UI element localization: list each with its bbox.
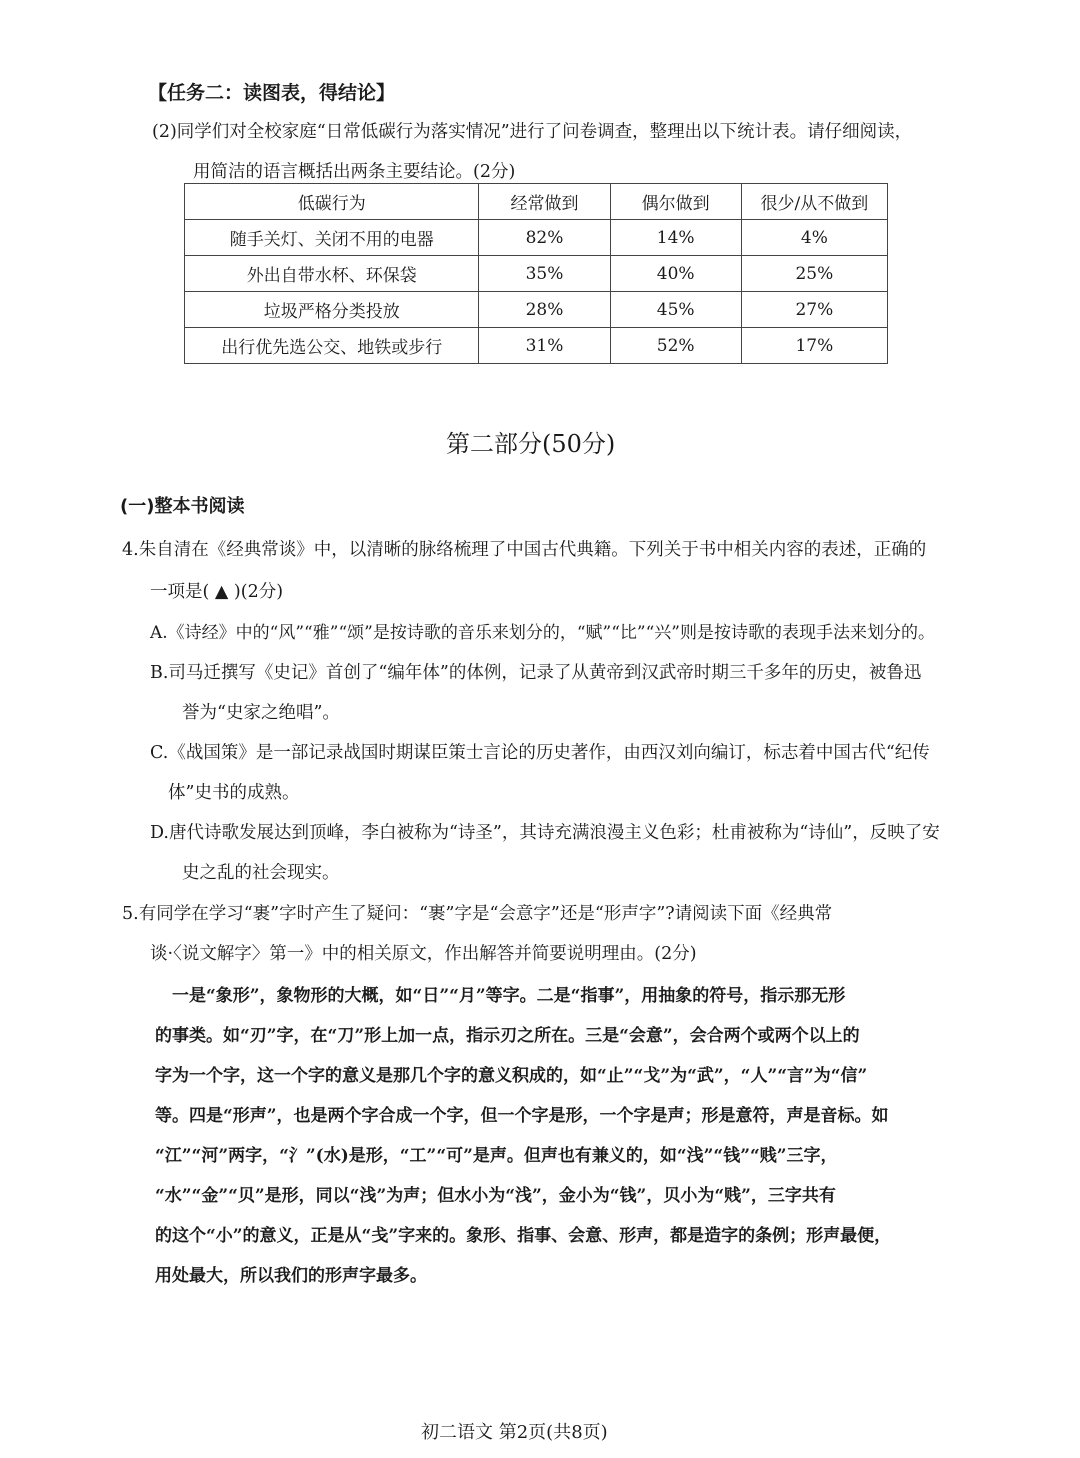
passage-line: 用处最大，所以我们的形声字最多。 bbox=[155, 1266, 427, 1286]
passage-line: 的这个“小”的意义，正是从“戋”字来的。象形、指事、会意、形声，都是造字的条例；形声最便， bbox=[155, 1226, 892, 1246]
table-row bbox=[185, 328, 888, 364]
table-cell: 31% bbox=[479, 328, 610, 364]
table-header-cell: 低碳行为 bbox=[185, 184, 479, 220]
section1-heading: (一)整本书阅读 bbox=[120, 496, 245, 517]
table-cell: 35% bbox=[479, 256, 610, 292]
q4-option-d-line1: D.唐代诗歌发展达到顶峰，李白被称为“诗圣”，其诗充满浪漫主义色彩；杜甫被称为“诗仙”，反映了安 bbox=[150, 823, 940, 843]
table-row bbox=[185, 256, 888, 292]
q4-option-b-line2: 誉为“史家之绝唱”。 bbox=[182, 703, 340, 723]
q4-option-c-line1: C.《战国策》是一部记录战国时期谋臣策士言论的历史著作，由西汉刘向编订，标志着中国古代“纪传 bbox=[150, 743, 930, 763]
q4-stem-line2: 一项是( ▲ )(2分) bbox=[150, 582, 284, 602]
passage-line: 一是“象形”，象物形的大概，如“日”“月”等字。二是“指事”，用抽象的符号，指示那无形 bbox=[155, 986, 846, 1006]
table-cell: 52% bbox=[610, 328, 741, 364]
task2-heading: 【任务二：读图表，得结论】 bbox=[148, 82, 396, 104]
table-cell: 45% bbox=[610, 292, 741, 328]
q4-option-b-line1: B.司马迁撰写《史记》首创了“编年体”的体例，记录了从黄帝到汉武帝时期三千多年的历史，被鲁迅 bbox=[150, 663, 922, 683]
task2-question-line1: (2)同学们对全校家庭“日常低碳行为落实情况”进行了问卷调查，整理出以下统计表。请仔细阅读， bbox=[152, 122, 913, 142]
q5-stem-line1: 5.有同学在学习“裹”字时产生了疑问：“裹”字是“会意字”还是“形声字”?请阅读下面《经典常 bbox=[122, 904, 833, 924]
table-cell: 82% bbox=[479, 220, 610, 256]
table-cell: 27% bbox=[741, 292, 887, 328]
q4-option-a: A.《诗经》中的“风”“雅”“颂”是按诗歌的音乐来划分的，“赋”“比”“兴”则是按诗歌的表现手法来划分的。 bbox=[150, 623, 935, 643]
passage-line: 的事类。如“刃”字，在“刀”形上加一点，指示刃之所在。三是“会意”，会合两个或两个以上的 bbox=[155, 1026, 860, 1046]
table-header-row bbox=[185, 184, 888, 220]
table-cell: 28% bbox=[479, 292, 610, 328]
table-row bbox=[185, 220, 888, 256]
passage-line: “江”“河”两字，“氵”(水)是形，“工”“可”是声。但声也有兼义的，如“浅”“钱”“贱”三字， bbox=[155, 1146, 838, 1166]
table-cell: 4% bbox=[741, 220, 887, 256]
q4-stem-line1: 4.朱自清在《经典常谈》中，以清晰的脉络梳理了中国古代典籍。下列关于书中相关内容的表述，正确的 bbox=[122, 540, 927, 560]
table-header-cell: 经常做到 bbox=[479, 184, 610, 220]
passage-line: 字为一个字，这一个字的意义是那几个字的意义积成的，如“止”“戈”为“武”，“人”“言”为“信” bbox=[155, 1066, 868, 1086]
table-cell: 垃圾严格分类投放 bbox=[185, 292, 479, 328]
table-cell: 随手关灯、关闭不用的电器 bbox=[185, 220, 479, 256]
q5-source-passage bbox=[155, 976, 891, 1296]
table-cell: 出行优先选公交、地铁或步行 bbox=[185, 328, 479, 364]
q4-option-c-line2: 体”史书的成熟。 bbox=[168, 783, 300, 803]
table-cell: 17% bbox=[741, 328, 887, 364]
table-cell: 40% bbox=[610, 256, 741, 292]
table-header-cell: 很少/从不做到 bbox=[741, 184, 887, 220]
task2-question-line2: 用简洁的语言概括出两条主要结论。(2分) bbox=[193, 162, 516, 182]
passage-line: “水”“金”“贝”是形，同以“浅”为声；但水小为“浅”，金小为“钱”，贝小为“贱”，三字共有 bbox=[155, 1186, 836, 1206]
page-footer: 初二语文 第2页(共8页) bbox=[421, 1422, 608, 1443]
part2-title: 第二部分(50分) bbox=[446, 430, 616, 458]
table-header-cell: 偶尔做到 bbox=[610, 184, 741, 220]
q4-option-d-line2: 史之乱的社会现实。 bbox=[182, 863, 340, 883]
low-carbon-stats-table bbox=[184, 183, 888, 364]
q5-stem-line2: 谈·〈说文解字〉第一》中的相关原文，作出解答并简要说明理由。(2分) bbox=[150, 944, 697, 964]
table-cell: 14% bbox=[610, 220, 741, 256]
table-row bbox=[185, 292, 888, 328]
table-cell: 外出自带水杯、环保袋 bbox=[185, 256, 479, 292]
passage-line: 等。四是“形声”，也是两个字合成一个字，但一个字是形，一个字是声；形是意符，声是音标。如 bbox=[155, 1106, 889, 1126]
table-cell: 25% bbox=[741, 256, 887, 292]
